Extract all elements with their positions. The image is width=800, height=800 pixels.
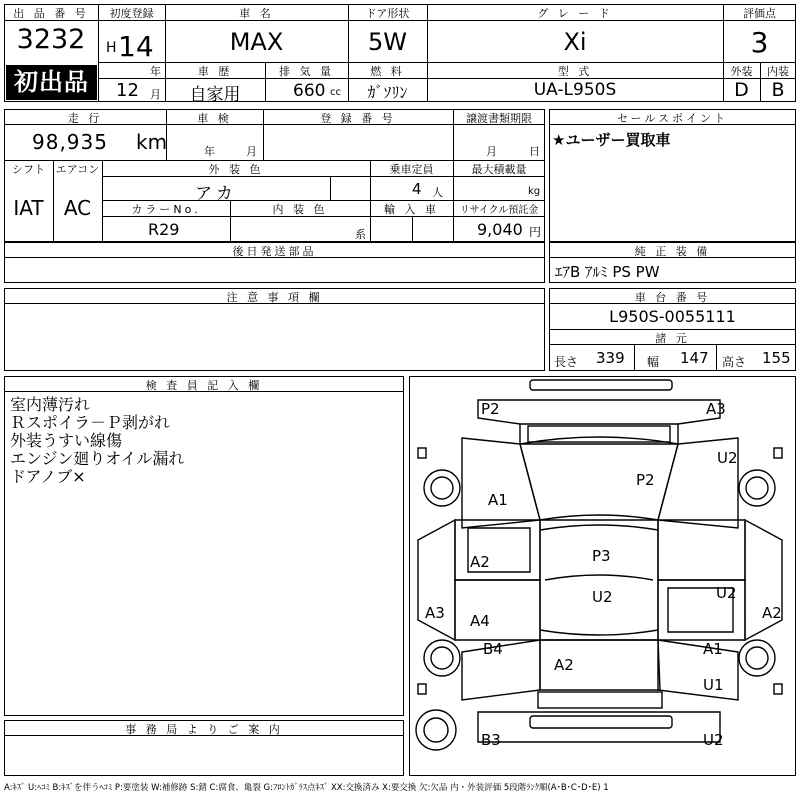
interior-color-label: 内 装 色 xyxy=(272,203,328,216)
interior-label: 内装 xyxy=(767,65,789,78)
inspector-notes-label: 検 査 員 記 入 欄 xyxy=(145,379,263,392)
exterior-label: 外装 xyxy=(730,65,753,78)
displacement-label: 排 気 量 xyxy=(279,65,334,78)
height-value: 155 xyxy=(762,349,791,367)
height-label: 高さ xyxy=(722,355,747,369)
history-label: 車 歴 xyxy=(197,65,233,78)
fuel-label: 燃 料 xyxy=(370,65,405,78)
equipment-label: 純 正 装 備 xyxy=(634,245,711,258)
dimensions-label: 諸 元 xyxy=(655,332,690,345)
exterior-color: アカ xyxy=(195,184,237,204)
damage-mark: U2 xyxy=(703,731,724,749)
transfer-month-unit: 月 xyxy=(486,145,497,158)
damage-mark: B3 xyxy=(481,731,501,749)
registration-number-label: 登 録 番 号 xyxy=(320,112,396,125)
sales-points-label: セールスポイント xyxy=(616,112,728,125)
inspector-notes xyxy=(10,396,184,486)
damage-mark: B4 xyxy=(483,640,503,658)
equipment-text: ｴｱB ｱﾙﾐ PS PW xyxy=(555,263,660,281)
note-line: ドアノブ× xyxy=(10,467,86,486)
office-notice-label: 事 務 局 よ り ご 案 内 xyxy=(125,723,283,736)
mileage-unit: km xyxy=(136,130,168,154)
grade-label: グ レ ー ド xyxy=(537,7,613,20)
damage-mark: A1 xyxy=(488,491,508,509)
damage-mark: A2 xyxy=(470,553,490,571)
lot-number: 3232 xyxy=(16,24,86,55)
damage-mark: U2 xyxy=(716,584,737,602)
car-name-label: 車 名 xyxy=(239,7,274,20)
recycle-fee-label: リサイクル預託金 xyxy=(459,205,539,216)
damage-mark: U2 xyxy=(592,588,613,606)
displacement: 660 xyxy=(293,81,326,101)
shift: IAT xyxy=(13,196,44,220)
exterior-color-label: 外 装 色 xyxy=(208,163,264,176)
damage-mark: U2 xyxy=(717,449,738,467)
color-number-label: カラーNo. xyxy=(131,203,201,216)
interior-grade: B xyxy=(771,79,785,101)
length-value: 339 xyxy=(596,349,625,367)
damage-mark: A2 xyxy=(762,604,782,622)
damage-mark: A2 xyxy=(554,656,574,674)
mileage: 98,935 xyxy=(32,130,108,154)
transfer-deadline-label: 譲渡書類期限 xyxy=(466,112,532,125)
chassis-number: L950S-0055111 xyxy=(609,307,736,326)
damage-mark: A3 xyxy=(425,604,445,622)
car-name: MAX xyxy=(229,28,284,56)
damage-mark: P3 xyxy=(592,547,611,565)
width-value: 147 xyxy=(680,349,709,367)
damage-mark: A1 xyxy=(703,640,723,658)
damage-mark: P2 xyxy=(481,400,500,418)
door-type-label: ドア形状 xyxy=(365,7,410,20)
first-listing-badge: 初出品 xyxy=(6,65,97,100)
note-line: 室内薄汚れ xyxy=(10,395,91,414)
length-label: 長さ xyxy=(554,355,579,369)
recycle-fee: 9,040 xyxy=(477,220,523,239)
fuel: ｶﾞｿﾘﾝ xyxy=(367,83,408,102)
note-line: 外装うすい線傷 xyxy=(10,431,123,450)
month-unit: 月 xyxy=(150,88,161,101)
sales-points-text: ★ユーザー買取車 xyxy=(552,131,671,149)
legend: A:ｷｽﾞ U:ﾍｺﾐ B:ｷｽﾞを伴うﾍｺﾐ P:要塗装 W:補修跡 S:錆 C:腐食、亀裂 G:ﾌﾛﾝﾄｶﾞﾗｽ点ｷｽﾞ XX:交換済み X:要交換 欠:欠品 内・外装評価 5段階ﾗﾝｸ順(A･B･C･D･E) 1 xyxy=(4,783,609,793)
inspection-year-unit: 年 xyxy=(204,145,215,158)
aircon-label: エアコン xyxy=(55,163,100,176)
caution-label: 注 意 事 項 欄 xyxy=(226,291,323,304)
recycle-fee-unit: 円 xyxy=(529,225,542,239)
era: H xyxy=(106,40,117,56)
damage-mark: A3 xyxy=(706,400,726,418)
later-parts-label: 後日発送部品 xyxy=(232,245,317,258)
damage-mark: P2 xyxy=(636,471,655,489)
car-damage-diagram xyxy=(409,376,796,776)
exterior-grade: D xyxy=(734,79,749,101)
width-label: 幅 xyxy=(647,355,660,369)
grade: Xi xyxy=(563,28,587,56)
max-load-unit: kg xyxy=(528,186,541,197)
note-line: エンジン廻りオイル漏れ xyxy=(10,449,185,468)
damage-mark: A4 xyxy=(470,612,490,630)
inspection-month-unit: 月 xyxy=(246,145,257,158)
damage-mark: U1 xyxy=(703,676,724,694)
import-label: 輸 入 車 xyxy=(384,203,439,216)
door-type: 5W xyxy=(368,28,407,56)
transfer-day-unit: 日 xyxy=(529,145,540,158)
max-load-label: 最大積載量 xyxy=(471,163,527,176)
registration-year: 14 xyxy=(118,30,154,63)
first-registration-label: 初度登録 xyxy=(109,7,154,20)
lot-number-label: 出 品 番 号 xyxy=(13,7,89,20)
model-label: 型 式 xyxy=(557,65,593,78)
note-line: Ｒスポイラ－Ｐ剥がれ xyxy=(10,413,171,432)
capacity-label: 乗車定員 xyxy=(389,163,434,176)
registration-month: 12 xyxy=(116,80,139,101)
inspection-label: 車 検 xyxy=(197,112,232,125)
score-label: 評価点 xyxy=(743,7,776,20)
interior-color-unit: 系 xyxy=(355,228,366,241)
displacement-unit: cc xyxy=(330,87,341,98)
vehicle-history: 自家用 xyxy=(189,85,241,105)
color-number: R29 xyxy=(148,220,180,239)
aircon: AC xyxy=(63,196,92,220)
mileage-label: 走 行 xyxy=(67,112,103,125)
evaluation-score: 3 xyxy=(750,26,769,59)
shift-label: シフト xyxy=(12,163,45,176)
capacity: 4 xyxy=(412,180,422,198)
capacity-unit: 人 xyxy=(432,186,443,199)
year-unit: 年 xyxy=(150,65,161,78)
chassis-number-label: 車 台 番 号 xyxy=(634,291,711,304)
model-code: UA-L950S xyxy=(533,80,617,100)
